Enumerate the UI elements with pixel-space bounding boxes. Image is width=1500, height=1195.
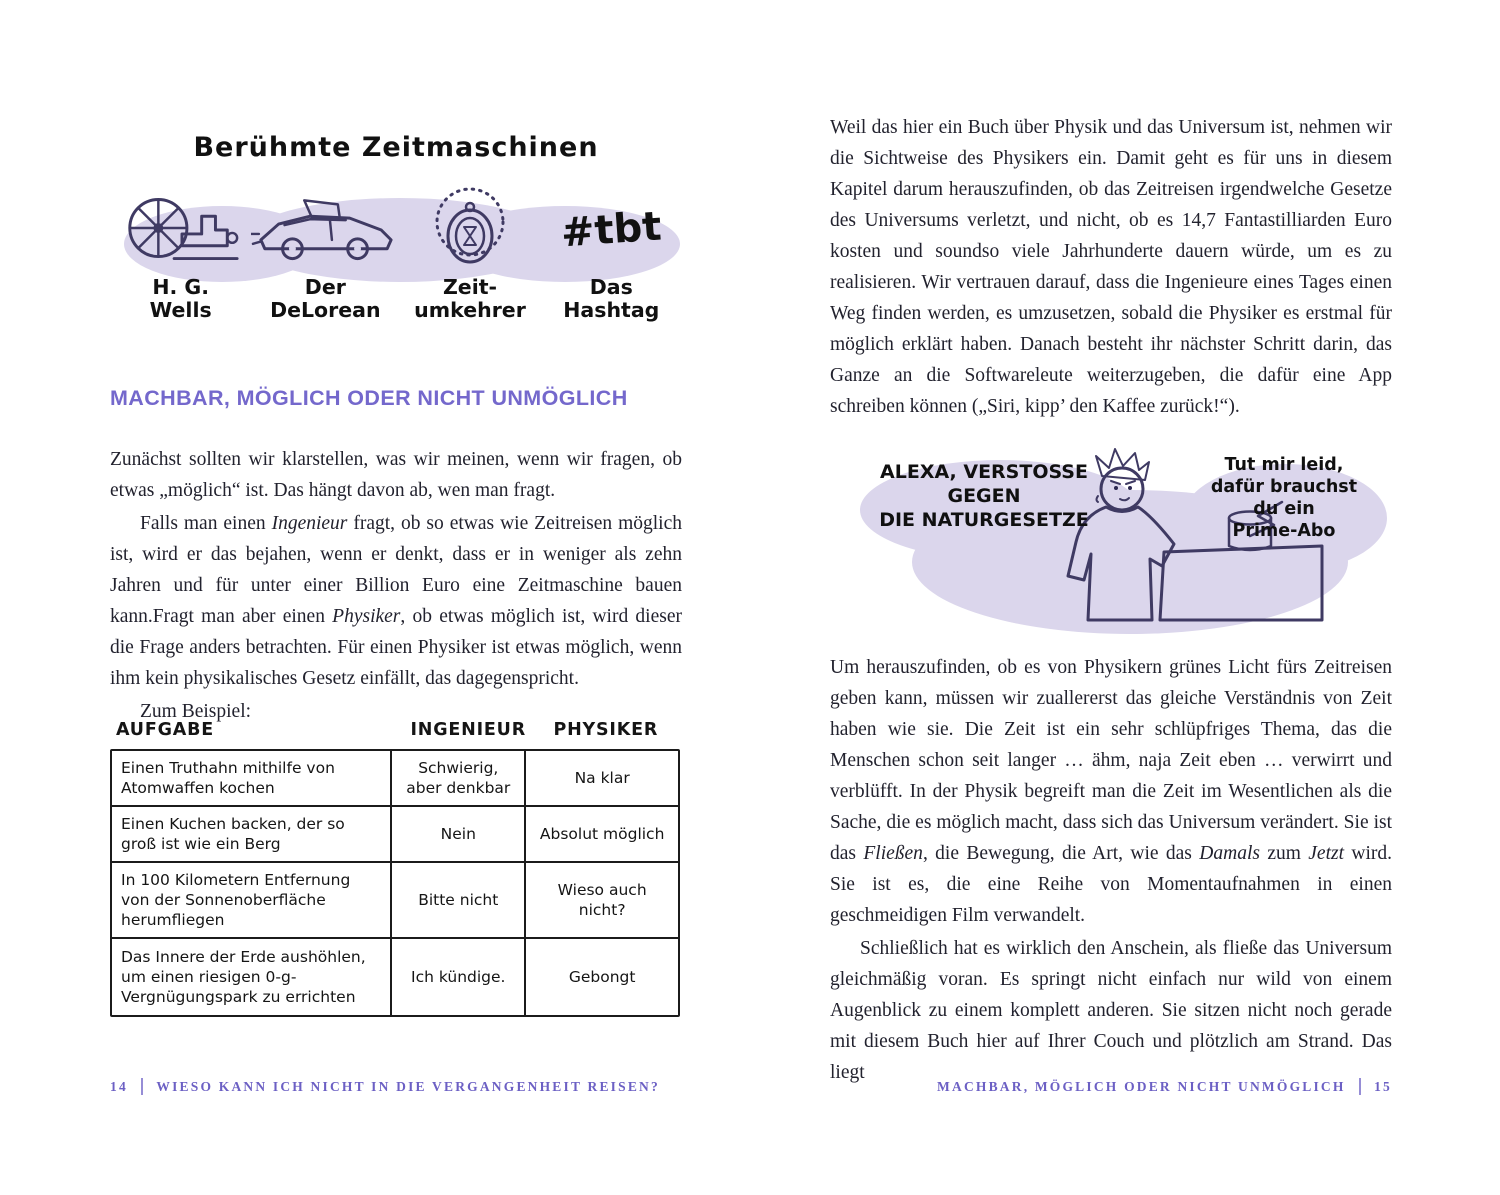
table-cell-physiker: Wieso auch nicht? [524, 863, 678, 937]
page-right [830, 0, 1392, 1195]
table-header-ingenieur: INGENIEUR [410, 720, 526, 740]
machine-item-delorean [251, 184, 399, 342]
table-cell-physiker: Absolut möglich [524, 807, 678, 861]
table-header-aufgabe: AUFGABE [116, 720, 214, 740]
footer-divider [141, 1078, 144, 1095]
delorean-car-icon [251, 184, 399, 276]
paragraph: Falls man einen Ingenieur fragt, ob so etwas wie Zeitreisen möglich ist, wird er das bejahen, wenn er denkt, dass er in weniger als zehn Jahren und für unter einer Billion Euro eine Zeitmaschine bauen kann.Fragt man aber einen Physiker, ob etwas möglich ist, wird dieser die Frage anders betrachten. Für einen Physiker ist etwas möglich, wenn ihm kein physikalisches Gesetz einfällt, das dagegenspricht. [110, 513, 682, 689]
running-title: MACHBAR, MÖGLICH ODER NICHT UNMÖGLICH [937, 1078, 1346, 1094]
table-header-row [110, 720, 680, 740]
machine-label: umkehrer [414, 298, 526, 322]
right-body-text-top [830, 112, 1392, 422]
paragraph: Zunächst sollten wir klarstellen, was wir meinen, wenn wir fragen, ob etwas „möglich“ ist. Das hängt davon ab, wen man fragt. [110, 449, 682, 501]
hg-wells-time-machine-icon [117, 184, 245, 276]
paragraph: Weil das hier ein Buch über Physik und das Universum ist, nehmen wir die Sichtweise des Physikers ein. Damit geht es für uns in diesem Kapitel darum herauszufinden, ob das Zeitreisen irgendwelche Gesetze des Universums verletzt, und nicht, ob es 14,7 Fantastilliarden Euro kosten und soundso viele Jahrhunderte dauern würde, um es zu realisieren. Wir vertrauen darauf, dass die Ingenieure eines Tages einen Weg finden werden, es umzusetzen, sobald die Physiker es erstmal für möglich erklärt haben. Danach besteht ihr nächster Schritt darin, das Ganze an die Softwareleute weiterzugeben, die dafür eine App schreiben können („Siri, kipp’ den Kaffee zurück!“). [830, 117, 1392, 417]
engineer-physicist-table [110, 720, 680, 1017]
table-cell-physiker: Na klar [524, 751, 678, 805]
table-cell-ingenieur: Nein [390, 807, 524, 861]
page-number: 14 [110, 1078, 128, 1094]
left-body-text [110, 444, 682, 727]
alexa-speech-reply: Tut mir leid, dafür brauchst du ein Prime-Abo [1210, 455, 1358, 541]
running-title: WIESO KANN ICH NICHT IN DIE VERGANGENHEIT REISEN? [156, 1078, 660, 1094]
page-left [110, 0, 682, 1195]
table-cell-aufgabe: Einen Kuchen backen, der so groß ist wie ein Berg [121, 815, 345, 853]
machine-item-time-turner [399, 184, 540, 342]
footer-divider [1359, 1078, 1362, 1095]
table-row [112, 751, 678, 807]
machine-label: Zeit- [442, 275, 498, 299]
paragraph: Zum Beispiel: [140, 701, 252, 722]
alexa-cartoon [830, 444, 1392, 640]
machine-item-hashtag [541, 184, 682, 342]
page-number: 15 [1374, 1078, 1392, 1094]
time-machines-cartoon [110, 184, 682, 342]
time-turner-icon [424, 184, 516, 276]
machine-label: Der [304, 275, 346, 299]
table-header-physiker: PHYSIKER [553, 720, 659, 740]
alexa-speech-command: ALEXA, VERSTOSSE GEGEN DIE NATURGESETZE [879, 461, 1089, 531]
table-cell-aufgabe: Das Innere der Erde aushöhlen, um einen riesigen 0-g-Vergnügungspark zu errichten [121, 948, 366, 1006]
paragraph: Um herauszufinden, ob es von Physikern grünes Licht fürs Zeitreisen geben kann, müssen wir zuallererst das gleiche Verständnis von Zeit haben wie sie. Die Zeit ist ein sehr schlüpfriges Thema, das die Menschen schon seit langer … ähm, naja Zeit eben … verwirrt und verblüfft. In der Physik begreift man die Zeit im Wesentlichen als die Sache, die es möglich macht, dass sich das Universum verändert. Sie ist das Fließen, die Bewegung, die Art, wie das Damals zum Jetzt wird. Sie ist es, die eine Reihe von Momentaufnahmen in einen geschmeidigen Film verwandelt. [830, 657, 1393, 926]
table-cell-ingenieur: Bitte nicht [390, 863, 524, 937]
table-grid [110, 749, 680, 1017]
machine-label: Hashtag [563, 298, 660, 322]
footer-left [110, 1078, 660, 1095]
section-heading: MACHBAR, MÖGLICH ODER NICHT UNMÖGLICH [110, 386, 628, 410]
hashtag-tbt-text: #tbt [559, 203, 663, 257]
table-cell-aufgabe: In 100 Kilometern Entfernung von der Sonnenoberfläche herumfliegen [121, 871, 351, 929]
table-row [112, 807, 678, 863]
table-cell-aufgabe: Einen Truthahn mithilfe von Atomwaffen kochen [121, 759, 335, 797]
table-cell-physiker: Gebongt [524, 939, 678, 1015]
cartoon-title: Berühmte Zeitmaschinen [193, 132, 599, 163]
machine-label: DeLorean [270, 298, 381, 322]
table-cell-ingenieur: Ich kündige. [390, 939, 524, 1015]
machine-label: Wells [149, 298, 212, 322]
machine-label: H. G. [152, 275, 210, 299]
machine-item-hg-wells [110, 184, 251, 342]
table-row [112, 939, 678, 1015]
table-cell-ingenieur: Schwierig, aber denkbar [390, 751, 524, 805]
machine-label: Das [589, 275, 633, 299]
right-body-text-bottom [830, 652, 1392, 1088]
footer-right [830, 1078, 1392, 1095]
paragraph: Schließlich hat es wirklich den Anschein, als fließe das Universum gleichmäßig voran. Es springt nicht einfach nur wild von einem Augenblick zu einem komplett anderen. Sie sitzen nicht noch gerade mit diesem Buch hier auf Ihrer Couch und plötzlich am Strand. Das liegt [830, 938, 1392, 1083]
table-row [112, 863, 678, 939]
